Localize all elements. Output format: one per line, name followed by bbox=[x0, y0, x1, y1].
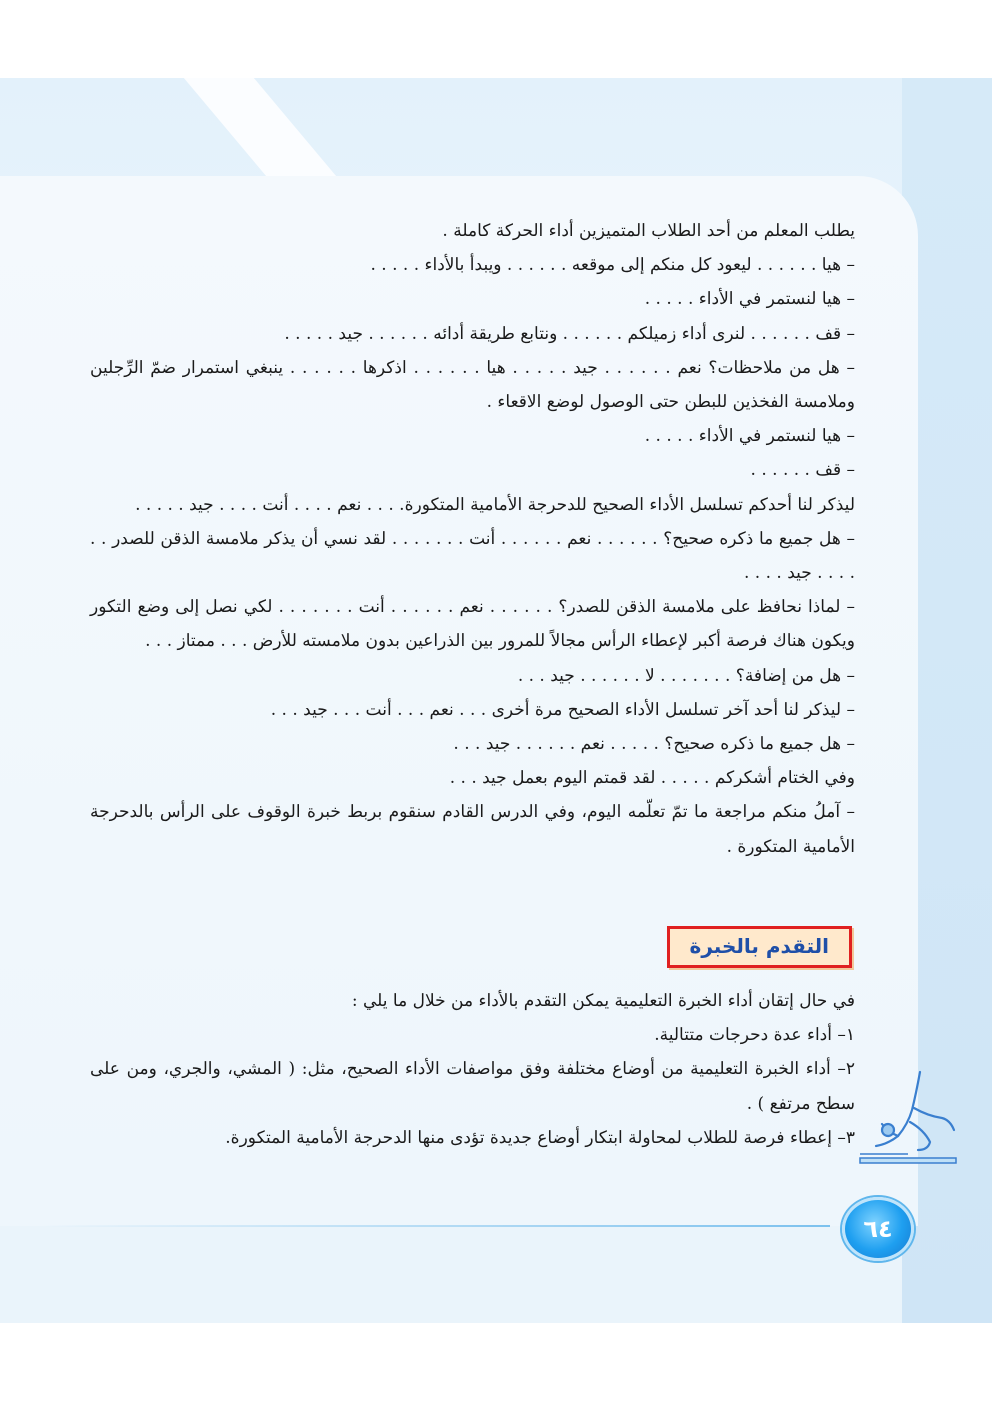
paragraph: – هيا . . . . . . ليعود كل منكم إلى موقعه . . . . . . ويبدأ بالأداء . . . . . bbox=[370, 255, 855, 276]
paragraph: – هل من ملاحظات؟ نعم . . . . . . جيد . . . . . هيا . . . . . . اذكرها . . . . . . ينبغي استمرار ضمّ الرِّجلين وملامسة الفخذين للبطن حتى الوصول لوضع الاقعاء . bbox=[90, 357, 855, 413]
paragraph: – هل جميع ما ذكره صحيح؟ . . . . . . نعم . . . . . . أنت . . . . . . . لقد نسي أن يذكر ملامسة الذقن للصدر . . . . . . جيد . . . . bbox=[90, 528, 855, 584]
paragraph: يطلب المعلم من أحد الطلاب المتميزين أداء الحركة كاملة . bbox=[442, 221, 855, 241]
paragraph: – لماذا نحافظ على ملامسة الذقن للصدر؟ . . . . . . نعم . . . . . . أنت . . . . . . . لكي نصل إلى وضع التكور ويكون هناك فرصة أكبر لإعطاء الرأس مجالاً للمرور بين الذراعين بدون ملامسته للأرض . . . ممتاز . . . bbox=[90, 597, 855, 652]
progression-list bbox=[90, 984, 855, 1155]
paragraph: – آملُ منكم مراجعة ما تمّ تعلّمه اليوم، وفي الدرس القادم سنقوم بربط خبرة الوقوف على الرأس بالدحرجة الأمامية المتكورة . bbox=[90, 802, 855, 857]
list-item: ١– أداء عدة دحرجات متتالية. bbox=[654, 1025, 855, 1046]
paragraph: – هيا لنستمر في الأداء . . . . . bbox=[644, 289, 855, 310]
lesson-dialogue bbox=[90, 214, 855, 864]
paragraph: – قف . . . . . . bbox=[750, 460, 855, 481]
paragraph: في حال إتقان أداء الخبرة التعليمية يمكن التقدم بالأداء من خلال ما يلي : bbox=[351, 991, 855, 1011]
section-heading: التقدم بالخبرة bbox=[689, 934, 829, 958]
list-item: ٢– أداء الخبرة التعليمية من أوضاع مختلفة وفق مواصفات الأداء الصحيح، مثل: ( المشي، والجري، ومن على سطح مرتفع ) . bbox=[90, 1059, 855, 1114]
page-number: ٦٤ bbox=[842, 1197, 914, 1261]
paragraph: ليذكر لنا أحدكم تسلسل الأداء الصحيح للدحرجة الأمامية المتكورة. . . . نعم . . . . أنت . . . . جيد . . . . . bbox=[135, 494, 855, 515]
section-heading-box bbox=[667, 926, 852, 968]
footer-divider bbox=[40, 1225, 830, 1227]
paragraph: – قف . . . . . . لنرى أداء زميلكم . . . . . . ونتابع طريقة أدائه . . . . . . جيد . . . . . bbox=[284, 323, 855, 344]
paragraph: وفي الختام أشكركم . . . . . لقد قمتم اليوم بعمل جيد . . . bbox=[449, 768, 855, 789]
paragraph: – هيا لنستمر في الأداء . . . . . bbox=[644, 426, 855, 447]
paragraph: – ليذكر لنا أحد آخر تسلسل الأداء الصحيح مرة أخرى . . . نعم . . . أنت . . . جيد . . . bbox=[270, 699, 855, 720]
list-item: ٣– إعطاء فرصة للطلاب لمحاولة ابتكار أوضاع جديدة تؤدى منها الدحرجة الأمامية المتكورة. bbox=[225, 1127, 855, 1148]
paragraph: – هل من إضافة؟ . . . . . . . لا . . . . . . جيد . . . bbox=[517, 665, 855, 686]
paragraph: – هل جميع ما ذكره صحيح؟ . . . . . نعم . . . . . . جيد . . . bbox=[453, 734, 855, 755]
gymnast-icon bbox=[858, 1064, 958, 1168]
